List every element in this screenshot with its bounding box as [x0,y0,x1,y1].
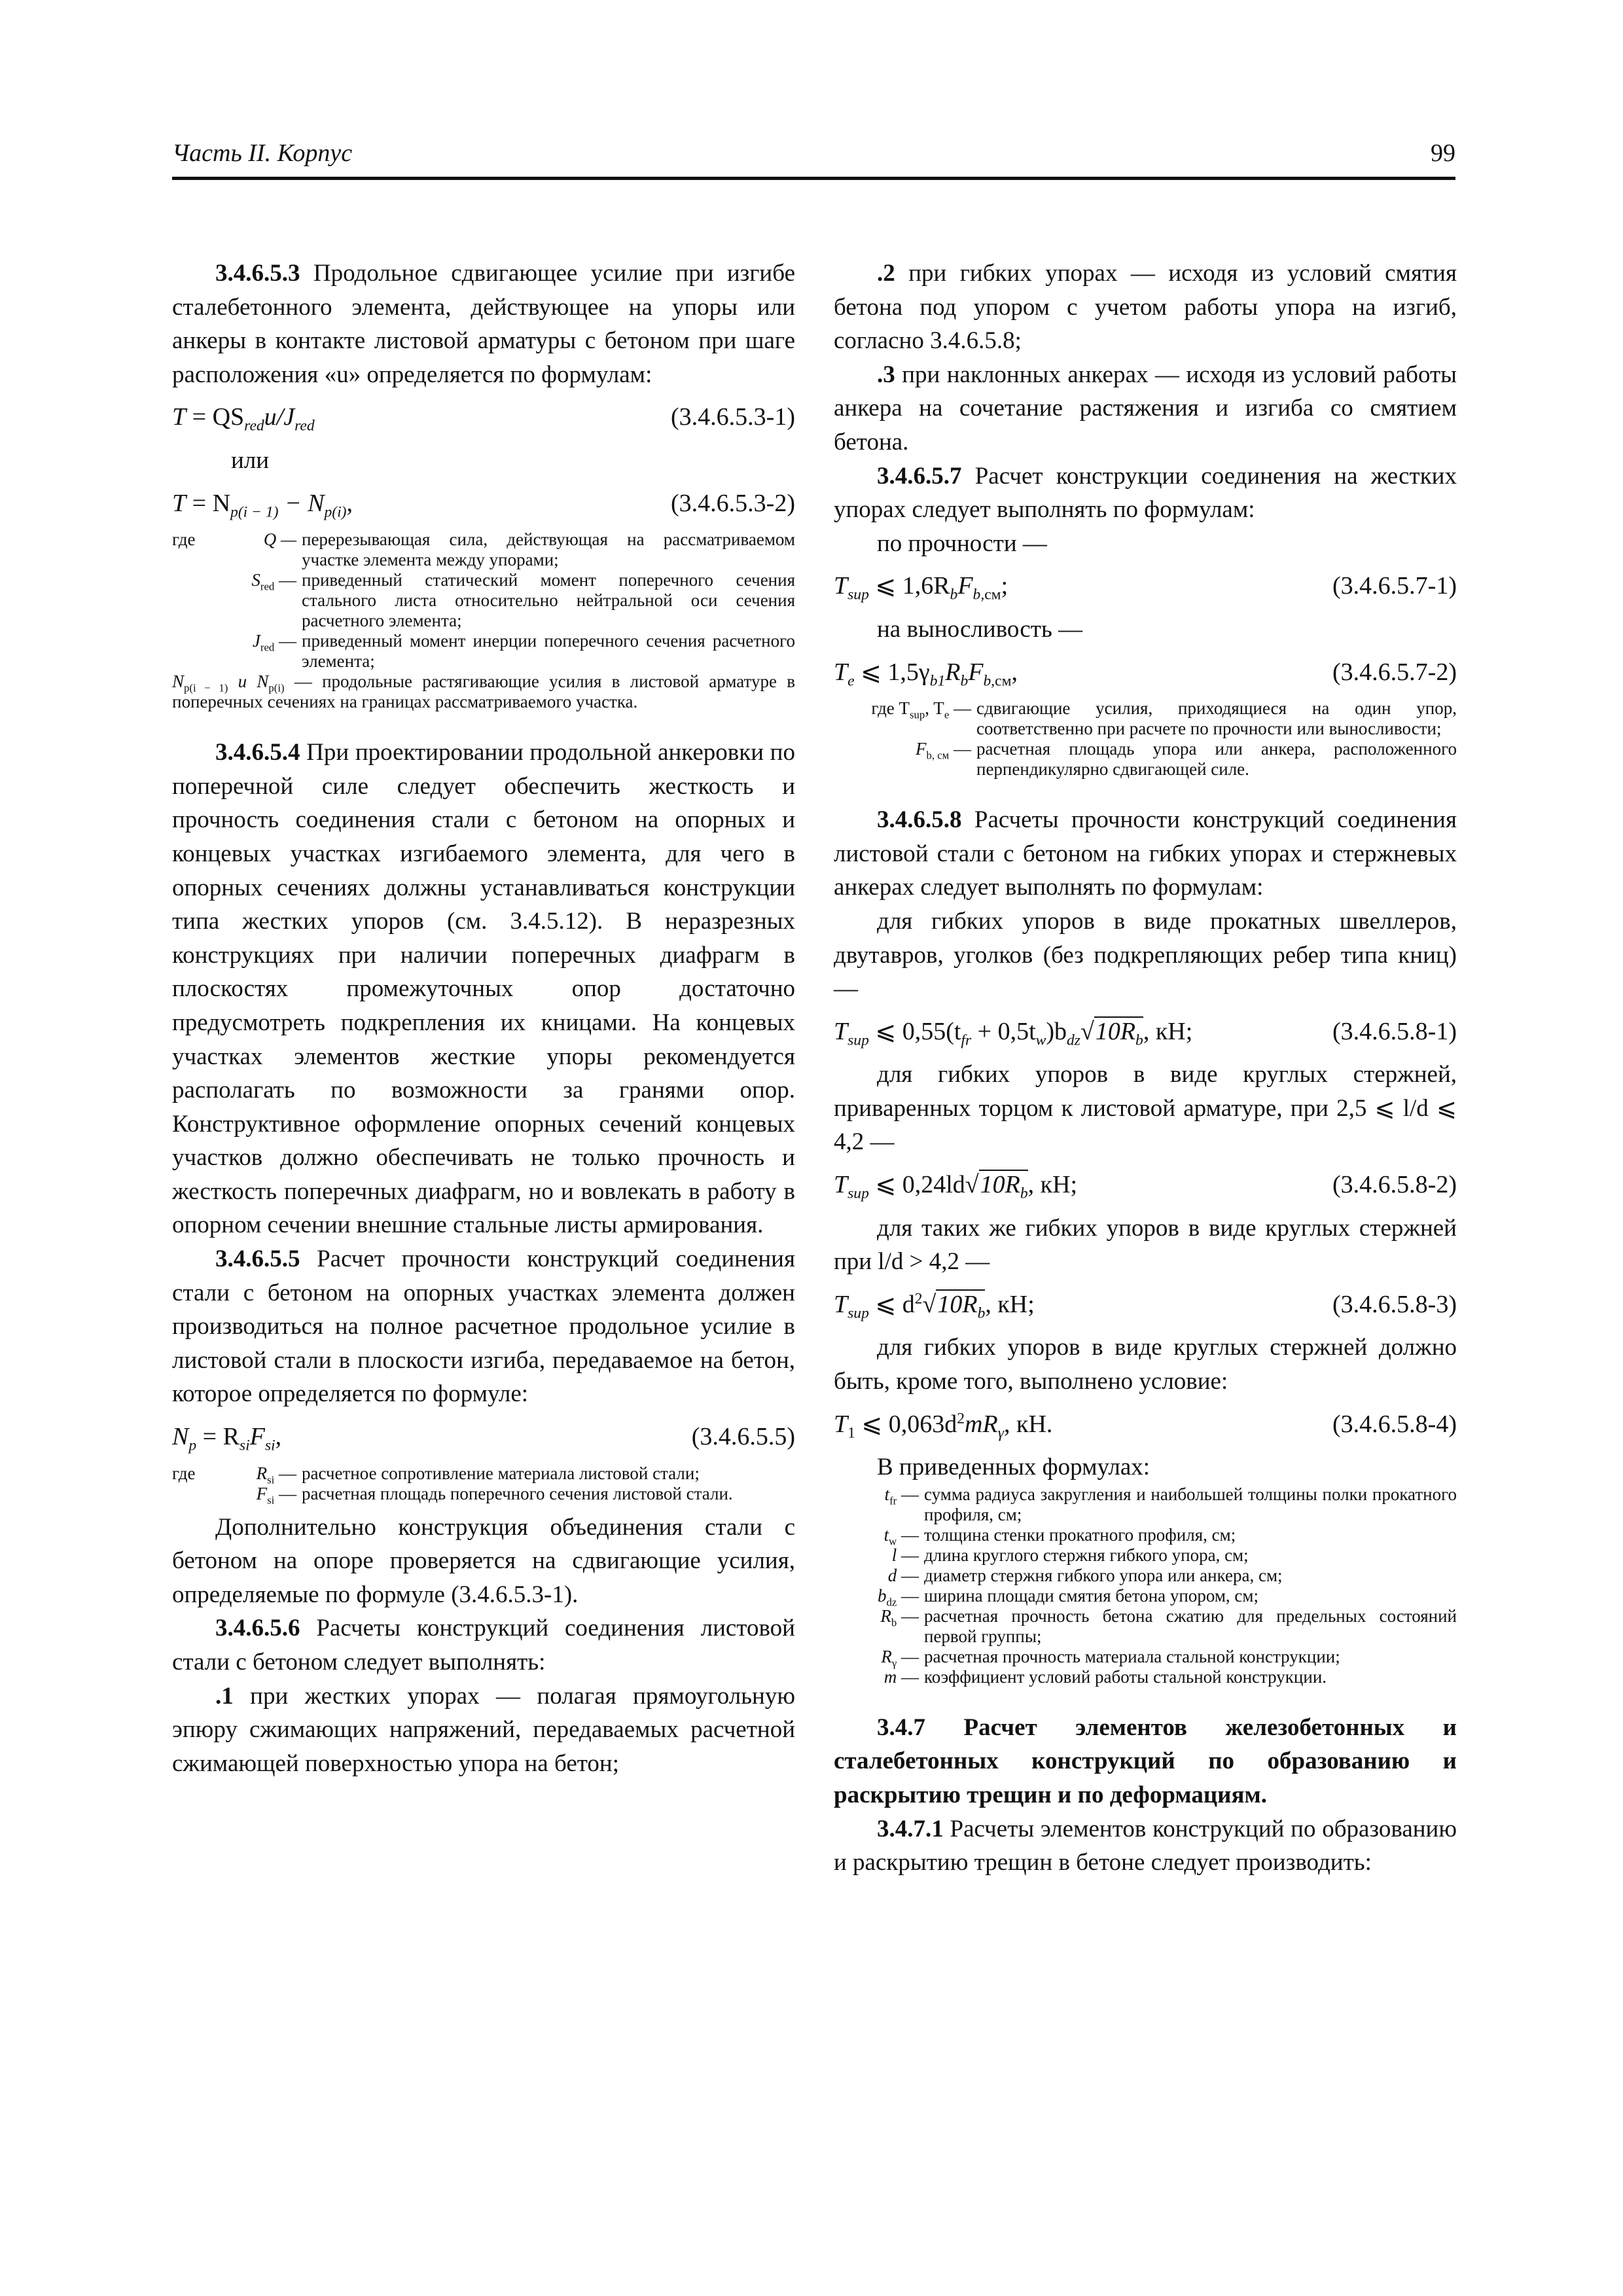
formula-symbol: T [834,572,848,600]
formula-3-4-6-5-8-4 [834,1408,1457,1442]
glossary-symbol: S [251,570,260,590]
glossary-dash: — [897,1484,919,1504]
radicand [936,1289,986,1322]
radicand [979,1170,1028,1202]
formula-symbol: T [834,658,848,686]
glossary-symbol: где T [871,698,910,719]
formula-part: , кН; [985,1290,1035,1318]
formula-3-4-6-5-3-1 [172,401,795,435]
glossary-row [834,1545,1457,1566]
glossary-4 [834,1484,1457,1687]
header-title: Часть II. Корпус [172,139,353,167]
formula-part: , кН. [1003,1410,1053,1438]
in-formulas-label: В приведенных формулах: [877,1454,1150,1481]
clause-number: 3.4.6.5.3 [215,260,300,287]
paragraph-text: Расчет прочности конструкций соединения стали с бетоном на опорных участках элемента должен производиться на полное расчетное продольное усилие в листовой стали в плоскости изгиба, передаваемое на бетон, которое определяется по формуле: [172,1246,795,1408]
formula-symbol: T [834,1171,848,1199]
running-header [172,139,1455,175]
glossary-row [172,672,795,712]
right-column [834,257,1457,1880]
glossary-dash: — [897,1585,919,1605]
glossary-text: ширина площади смятия бетона упором, см; [924,1585,1258,1605]
glossary-symbol: t [884,1484,890,1504]
glossary-dash: — [274,1483,296,1503]
glossary-text: диаметр стержня гибкого упора или анкера, см; [924,1565,1283,1585]
glossary-symbol: N [172,672,185,692]
glossary-text: расчетная прочность бетона сжатию для предельных состояний первой группы; [924,1605,1457,1646]
glossary-dash: — [897,1545,919,1565]
formula-part: , [346,489,353,517]
glossary-sub: γ [891,1657,897,1670]
glossary-row [834,739,1457,780]
glossary-text: расчетная прочность материала стальной конструкции; [924,1646,1340,1666]
glossary-symbol: R [881,1646,892,1666]
paragraph-3-4-6-5-3 [172,257,795,391]
clause-number: 3.4.6.5.8 [877,806,962,834]
section-heading-3-4-7 [834,1711,1457,1812]
glossary-dash: — [897,1666,919,1687]
glossary-sub: e [944,708,950,721]
glossary-dash: — [897,1646,919,1666]
formula-part: , кН; [1027,1171,1078,1199]
formula-sub: b1 [929,672,946,690]
glossary-text: длина круглого стержня гибкого упора, см; [924,1545,1249,1565]
glossary-row [172,1463,795,1484]
formula-symbol: T [172,403,187,431]
glossary-dash: — [274,1463,296,1483]
formula-part: , кН; [1143,1017,1193,1045]
glossary-row [834,1566,1457,1586]
formula-symbol: F [968,658,984,686]
glossary-symbol: R [880,1605,891,1626]
paragraph-text: при жестких упорах — полагая прямоугольную эпюру сжимающих напряжений, передаваемых расчетной сжимающей поверхностью упора на бетон; [172,1682,795,1777]
formula-3-4-6-5-7-1 [834,569,1457,603]
paragraph-rolled-profiles: для гибких упоров в виде прокатных швеллеров, двутавров, уголков (без подкрепляющих ребер типа книц) — [834,907,1457,1003]
glossary-symbol: m [883,1666,897,1687]
formula-sub: sup [847,1304,869,1322]
radicand [1094,1016,1143,1049]
glossary-sub: red [260,641,275,654]
glossary-symbol: l [891,1545,897,1565]
glossary-dash: — [949,698,971,719]
formula-sub: p [188,1437,197,1454]
formula-sub: b [1020,1185,1028,1202]
header-rule [172,177,1455,180]
glossary-text: расчетная площадь поперечного сечения листовой стали. [302,1483,733,1503]
glossary-row [834,1606,1457,1647]
formula-number: (3.4.6.5.8-4) [1332,1410,1457,1438]
glossary-symbol: , T [925,698,944,719]
or-word: или [231,446,270,474]
glossary-text: — продольные растягивающие усилия в листовой арматуре в поперечных сечениях на границах рассматриваемого участка. [172,672,795,712]
paragraph-condition: для гибких упоров в виде круглых стержней должно быть, кроме того, выполнено условие: [834,1334,1457,1395]
glossary-symbol: F [915,739,927,759]
formula-sub: b [950,586,958,603]
paragraph-same-bars: для таких же гибких упоров в виде круглых стержней при l/d > 4,2 — [834,1214,1457,1276]
glossary-text: расчетная площадь упора или анкера, расположенного перпендикулярно сдвигающей силе. [976,739,1457,780]
formula-sub: dz [1067,1031,1080,1049]
paragraph-text: Расчет конструкции соединения на жестких упорах следует выполнять по формулам: [834,462,1457,524]
paragraph-text: Расчеты прочности конструкций соединения листовой стали с бетоном на гибких упорах и стержневых анкерах следует выполнять по формулам: [834,806,1457,901]
paragraph-3-4-6-5-6 [172,1611,795,1679]
glossary-dash: — [897,1565,919,1585]
formula-sub: sup [847,586,869,603]
paragraph-3-4-6-5-5 [172,1242,795,1411]
formula-number: (3.4.6.5.3-2) [671,489,795,517]
formula-sub: w [1035,1031,1046,1049]
formula-part: 10R [937,1290,978,1318]
fatigue-label: на выносливость — [877,615,1083,643]
clause-number: 3.4.7.1 [877,1815,944,1842]
glossary-sub: b, см [926,749,950,762]
formula-sub: red [244,417,264,435]
glossary-row [172,570,795,631]
left-column [172,257,795,1780]
item-number: .2 [877,260,895,287]
formula-number: (3.4.6.5.7-1) [1332,572,1457,600]
glossary-sub: fr [889,1494,897,1507]
formula-sub: e [847,672,855,690]
formula-part: ; [1001,572,1008,600]
formula-sub: p(i − 1) [230,503,279,521]
formula-part: = N [186,489,231,517]
formula-3-4-6-5-7-2 [834,656,1457,690]
item-number: .3 [877,361,895,388]
glossary-text: сдвигающие усилия, приходящиеся на один упор, соответственно при расчете по прочности или выносливости; [976,698,1457,739]
glossary-symbol: t [883,1524,889,1545]
formula-number: (3.4.6.5.7-2) [1332,658,1457,686]
glossary-row [834,698,1457,739]
formula-sub: p(i) [324,503,347,521]
glossary-row [172,529,795,570]
formula-symbol: T [834,1017,848,1045]
formula-sub: red [294,417,315,435]
glossary-text: коэффициент условий работы стальной конструкции. [924,1666,1327,1687]
formula-sub: si [239,1437,250,1454]
radical-sign: √ [965,1171,979,1199]
formula-part: u/J [264,403,295,431]
formula-symbol: T [834,1290,848,1318]
glossary-row [834,1667,1457,1687]
glossary-sub: p(i) [268,681,285,694]
formula-part: ⩽ 0,063d [855,1410,957,1438]
formula-symbol: T [834,1410,848,1438]
formula-number: (3.4.6.5.8-2) [1332,1171,1457,1199]
glossary-sub: si [267,1473,275,1486]
formula-symbol: N [172,1423,189,1451]
formula-sub: γ [997,1424,1004,1442]
glossary-3 [834,698,1457,780]
formula-number: (3.4.6.5.8-3) [1332,1290,1457,1318]
glossary-1 [172,529,795,712]
formula-part: )b [1046,1017,1067,1045]
glossary-row [834,1585,1457,1609]
glossary-sub: dz [886,1596,897,1609]
glossary-row [834,1646,1457,1670]
glossary-sub: red [260,580,275,593]
formula-sub: см [995,672,1012,690]
glossary-text: приведенный момент инерции поперечного сечения расчетного элемента; [302,631,795,672]
clause-number: 3.4.6.5.6 [215,1615,300,1642]
formula-sub: см [984,586,1001,603]
glossary-text: сумма радиуса закругления и наибольшей толщины полки прокатного профиля, см; [924,1484,1457,1524]
paragraph-additional: Дополнительно конструкция объединения стали с бетоном на опоре проверяется на сдвигающие усилия, определяемые по формуле (3.4.6.5.3-1). [172,1513,795,1608]
formula-sub: si [264,1437,276,1454]
clause-number: 3.4.6.5.5 [215,1246,300,1273]
glossary-symbol: R [256,1463,268,1483]
formula-number: (3.4.6.5.3-1) [671,403,795,431]
formula-part: = R [196,1423,240,1451]
paragraph-text: при наклонных анкерах — исходя из условий работы анкера на сочетание растяжения и изгиба со смятием бетона. [834,361,1457,456]
formula-sub: sup [847,1185,869,1202]
formula-3-4-6-5-5 [172,1420,795,1454]
formula-part: ⩽ 1,5γ [854,658,930,686]
glossary-dash: — [274,631,296,651]
paragraph-text: Расчеты конструкций соединения листовой стали с бетоном следует выполнять: [172,1615,795,1676]
formula-sub: b [977,1304,986,1322]
glossary-symbol: b [877,1585,887,1605]
glossary-dash: — [897,1524,919,1545]
formula-part: ⩽ 0,24ld [868,1171,965,1199]
formula-symbol: F [249,1423,265,1451]
formula-sub: 1 [847,1424,855,1442]
formula-sub: b [1135,1031,1143,1049]
formula-symbol: R [945,658,961,686]
strength-label: по прочности — [877,529,1047,557]
formula-part: ⩽ d [868,1290,915,1318]
item-number: .1 [215,1682,234,1710]
glossary-symbol: и N [228,672,269,692]
formula-sub: b [960,672,969,690]
glossary-row [172,1483,795,1507]
paragraph-3-4-7-1 [834,1812,1457,1880]
radical-sign: √ [1080,1017,1094,1045]
formula-sup: 2 [957,1409,965,1427]
glossary-symbol: d [887,1565,897,1585]
glossary-sub: p(i − 1) [184,681,228,694]
page-number: 99 [1431,139,1455,167]
formula-3-4-6-5-8-2 [834,1168,1457,1202]
formula-sup: 2 [914,1290,923,1308]
glossary-row [172,631,795,672]
glossary-dash: — [897,1605,919,1626]
formula-part: 10R [1095,1017,1136,1045]
paragraph-3-4-6-5-8 [834,803,1457,905]
glossary-text: приведенный статический момент поперечного сечения стального листа относительно нейтральной оси сечения расчетного элемента; [302,570,795,631]
glossary-sub: b [891,1616,897,1629]
formula-part: , [275,1423,282,1451]
formula-symbol: mR [965,1410,998,1438]
glossary-dash: — [274,570,296,590]
formula-sub: b, [972,586,985,603]
glossary-sub: si [267,1494,275,1507]
glossary-row [834,1484,1457,1525]
formula-3-4-6-5-8-3 [834,1288,1457,1322]
paragraph-item-3 [834,358,1457,459]
paragraph-text: Расчеты элементов конструкций по образованию и раскрытию трещин в бетоне следует производить: [834,1815,1457,1876]
glossary-row [834,1524,1457,1548]
formula-part: 10R [980,1171,1020,1199]
formula-number: (3.4.6.5.8-1) [1332,1017,1457,1045]
where-word: где [172,1463,196,1483]
formula-part: , [1011,658,1018,686]
paragraph-text: при гибких упорах — исходя из условий смятия бетона под упором с учетом работы упора на изгиб, согласно 3.4.6.5.8; [834,260,1457,355]
paragraph-text: При проектировании продольной анкеровки по поперечной силе следует обеспечить жесткость и прочность соединения стали с бетоном на опорных и концевых участках изгибаемого элемента, для чего в опорных сечениях должны устанавливаться конструкции типа жестких упоров (см. 3.4.5.12). В неразрезных конструкциях при наличии поперечных диафрагм в плоскостях промежуточных опор достаточно предусмотреть подкрепления их кницами. На концевых участках элементов жесткие упоры рекомендуется располагать по возможности за гранями опор. Конструктивное оформление опорных сечений концевых участков должно обеспечивать не только прочность и жесткость поперечных диафрагм, но и вовлекать в работу в опорном сечении внешние стальные листы армирования. [172,739,795,1239]
glossary-text: расчетное сопротивление материала листовой стали; [302,1463,700,1483]
glossary-2 [172,1463,795,1507]
paragraph-item-2 [834,257,1457,358]
section-title: Расчет элементов железобетонных и сталебетонных конструкций по образованию и раскрытию трещин и по деформациям. [834,1713,1457,1808]
clause-number: 3.4.6.5.4 [215,739,300,766]
section-number: 3.4.7 [877,1713,925,1741]
formula-sub: b, [983,672,995,690]
glossary-sub: sup [910,708,925,721]
formula-part: − N [278,489,325,517]
glossary-text: перерезывающая сила, действующая на рассматриваемом участке элемента между упорами; [302,529,795,570]
glossary-symbol: F [256,1483,268,1503]
glossary-dash: — [949,739,971,759]
formula-3-4-6-5-8-1 [834,1015,1457,1049]
clause-number: 3.4.6.5.7 [877,462,962,490]
paragraph-round-bars: для гибких упоров в виде круглых стержней, приваренных торцом к листовой арматуре, при 2,5 ⩽ l/d ⩽ 4,2 — [834,1061,1457,1156]
paragraph-text: Продольное сдвигающее усилие при изгибе сталебетонного элемента, действующее на упоры или анкеры в контакте листовой арматуры с бетоном при шаге расположения «u» определяется по формулам: [172,260,795,388]
formula-part: + 0,5t [971,1017,1036,1045]
formula-part: ⩽ 0,55(t [868,1017,961,1045]
where-word: где [172,529,196,550]
paragraph-item-1 [172,1679,795,1781]
formula-3-4-6-5-3-2 [172,487,795,521]
glossary-text: толщина стенки прокатного профиля, см; [924,1524,1236,1545]
formula-sub: fr [961,1031,972,1049]
formula-number: (3.4.6.5.5) [691,1423,795,1451]
paragraph-3-4-6-5-7 [834,459,1457,527]
formula-symbol: T [172,489,187,517]
glossary-symbol: Q — [263,529,296,550]
glossary-symbol: J [252,631,260,651]
radical-sign: √ [922,1290,936,1318]
formula-part: ⩽ 1,6R [868,572,950,600]
formula-symbol: F [957,572,973,600]
paragraph-3-4-6-5-4 [172,736,795,1242]
formula-sub: sup [847,1031,869,1049]
glossary-sub: w [889,1535,897,1548]
formula-part: = QS [186,403,245,431]
